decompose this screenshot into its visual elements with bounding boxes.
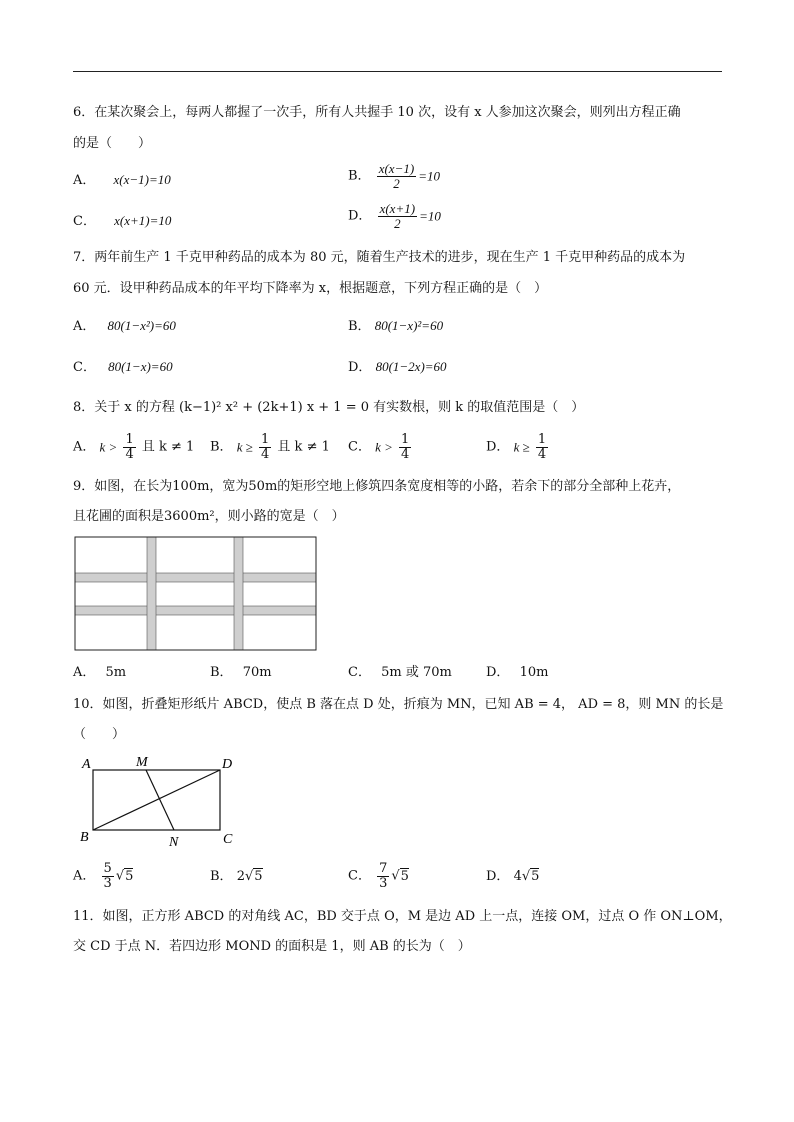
q7-option-c[interactable]: C． 80(1−x)=60 <box>73 359 173 375</box>
q8-option-a[interactable]: A． k > $\frac{1}{4}$ 且 k ≠ 1 <box>73 432 195 462</box>
q9-garden-figure <box>74 536 318 652</box>
q7-option-a[interactable]: A． 80(1−x²)=60 <box>73 318 176 334</box>
q11-text-line1: 11．如图，正方形 ABCD 的对角线 AC，BD 交于点 O，M 是边 AD 上一点，连接 OM，过点 O 作 ON⊥OM， <box>73 909 732 924</box>
path-horizontal-2 <box>75 606 316 615</box>
q7-option-b[interactable]: B． 80(1−x)²=60 <box>348 318 444 334</box>
path-vertical-2 <box>234 537 243 650</box>
q9-option-a[interactable]: A． 5m <box>73 665 127 680</box>
q10-text-line2: （ ） <box>73 727 126 742</box>
diagonal-bd <box>93 770 220 830</box>
q10-rectangle-figure <box>76 752 246 852</box>
label-n: N <box>169 835 179 850</box>
q6-option-a[interactable]: A． x(x−1)=10 <box>73 172 171 188</box>
label-b: B <box>80 830 89 845</box>
q10-text-line1: 10．如图，折叠矩形纸片 ABCD，使点 B 落在点 D 处，折痕为 MN，已知 AB = 4， AD = 8，则 MN 的长是 <box>73 697 724 712</box>
q6-text-line1: 6．在某次聚会上，每两人都握了一次手，所有人共握手 10 次，设有 x 人参加这次聚会，则列出方程正确 <box>73 105 681 120</box>
q9-option-d[interactable]: D． 10m <box>486 665 549 680</box>
q10-option-c[interactable]: C． $\frac{7}{3}$ √5 <box>348 861 409 891</box>
q9-text-line2: 且花圃的面积是3600m²，则小路的宽是（ ） <box>73 509 345 524</box>
q9-text-line1: 9．如图，在长为100m，宽为50m的矩形空地上修筑四条宽度相等的小路，若余下的部分全部种上花卉， <box>73 479 681 494</box>
q9-option-c[interactable]: C． 5m 或 70m <box>348 665 452 680</box>
label-m: M <box>136 755 148 770</box>
q6-text-line2: 的是（ ） <box>73 136 152 151</box>
fold-line-mn <box>146 770 174 830</box>
q7-text-line1: 7．两年前生产 1 千克甲种药品的成本为 80 元，随着生产技术的进步，现在生产 1 千克甲种药品的成本为 <box>73 250 686 265</box>
q10-option-b[interactable]: B． 2√5 <box>210 869 263 884</box>
q9-option-b[interactable]: B． 70m <box>210 665 272 680</box>
q10-option-a[interactable]: A． $\frac{5}{3}$ √5 <box>73 861 134 891</box>
label-c: C <box>223 832 233 847</box>
q11-text-line2: 交 CD 于点 N．若四边形 MOND 的面积是 1，则 AB 的长为（ ） <box>73 939 471 954</box>
garden-outer-rect <box>75 537 316 650</box>
path-horizontal-1 <box>75 573 316 582</box>
q10-option-d[interactable]: D． 4√5 <box>486 869 540 884</box>
path-vertical-1 <box>147 537 156 650</box>
header-rule <box>73 71 722 72</box>
q7-text-line2: 60 元．设甲种药品成本的年平均下降率为 x，根据题意，下列方程正确的是（ ） <box>73 281 548 296</box>
label-d: D <box>222 757 233 772</box>
q6-option-d[interactable]: D． $\frac{x(x+1)}{2}$ =10 <box>348 201 441 231</box>
q7-option-d[interactable]: D． 80(1−2x)=60 <box>348 359 447 375</box>
q8-option-d[interactable]: D． k ≥ $\frac{1}{4}$ <box>486 432 547 462</box>
label-a: A <box>82 757 91 772</box>
q6-option-c[interactable]: C． x(x+1)=10 <box>73 213 172 229</box>
q8-option-b[interactable]: B． k ≥ $\frac{1}{4}$ 且 k ≠ 1 <box>210 432 330 462</box>
q8-option-c[interactable]: C． k > $\frac{1}{4}$ <box>348 432 410 462</box>
q6-option-b[interactable]: B． $\frac{x(x-1)}{2}$ =10 <box>348 161 440 191</box>
q8-text-line1: 8．关于 x 的方程 (k−1)² x² + (2k+1) x + 1 = 0 有实数根，则 k 的取值范围是（ ） <box>73 400 585 415</box>
